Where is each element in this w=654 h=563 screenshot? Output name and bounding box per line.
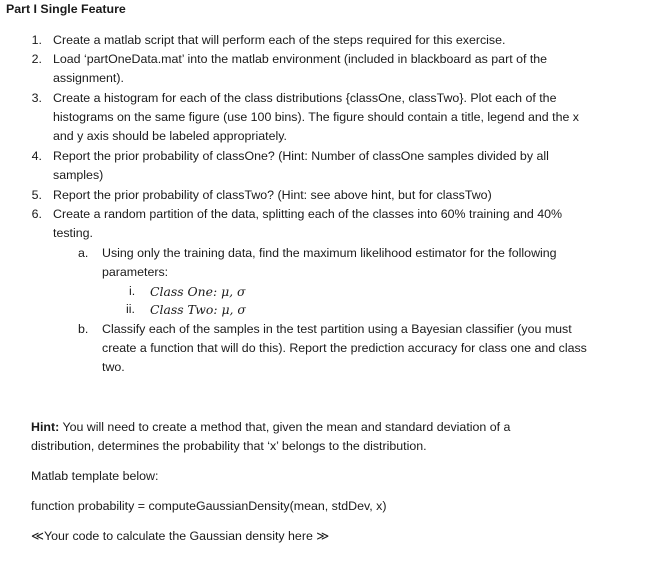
function-signature: function probability = computeGaussianDensity(mean, stdDev, x)	[31, 499, 387, 513]
item-number: 5.	[31, 188, 42, 202]
sub-item-text: parameters:	[102, 265, 169, 279]
sub-item-letter: b.	[78, 322, 89, 336]
item-number: 4.	[31, 149, 42, 163]
template-label: Matlab template below:	[31, 469, 159, 483]
item-number: 2.	[31, 52, 42, 66]
sub-item-text: Classify each of the samples in the test partition using a Bayesian classifier (you must	[102, 322, 572, 336]
code-placeholder: ≪Your code to calculate the Gaussian density here ≫	[31, 529, 330, 543]
item-number: 3.	[31, 91, 42, 105]
item-text: testing.	[53, 226, 93, 240]
item-number: 6.	[31, 207, 42, 221]
item-text: Report the prior probability of classOne? (Hint: Number of classOne samples divided by all	[53, 149, 549, 163]
item-text: samples)	[53, 168, 104, 182]
item-number: 1.	[31, 33, 42, 47]
item-text: Create a random partition of the data, splitting each of the classes into 60% training and 40%	[53, 207, 563, 221]
item-text: Report the prior probability of classTwo? (Hint: see above hint, but for classTwo)	[53, 188, 492, 202]
roman-numeral: ii.	[126, 302, 135, 316]
sub-item-text: two.	[102, 360, 125, 374]
sub-item-letter: a.	[78, 246, 89, 260]
item-text: Create a matlab script that will perform each of the steps required for this exercise.	[53, 33, 506, 47]
sub-item-text: Using only the training data, find the maximum likelihood estimator for the following	[102, 246, 557, 260]
roman-numeral: i.	[129, 284, 136, 298]
item-text: Create a histogram for each of the class distributions {classOne, classTwo}. Plot each of the	[53, 91, 557, 105]
page-title: Part I Single Feature	[6, 2, 126, 16]
hint-label: Hint:	[31, 420, 60, 434]
item-text: Load ‘partOneData.mat’ into the matlab environment (included in blackboard as part of the	[53, 52, 548, 66]
parameter-list: Class One: μ, σ	[150, 284, 246, 299]
item-text: histograms on the same figure (use 100 bins). The figure should contain a title, legend and the x	[53, 110, 580, 124]
hint-paragraph	[31, 418, 510, 437]
hint-text: distribution, determines the probability that ‘x’ belongs to the distribution.	[31, 439, 427, 453]
sub-item-text: create a function that will do this). Report the prediction accuracy for class one and class	[102, 341, 587, 355]
item-text: assignment).	[53, 71, 124, 85]
hint-text: You will need to create a method that, given the mean and standard deviation of a	[62, 420, 511, 434]
parameter-list: Class Two: μ, σ	[150, 302, 246, 317]
item-text: and y axis should be labeled appropriately.	[53, 129, 287, 143]
